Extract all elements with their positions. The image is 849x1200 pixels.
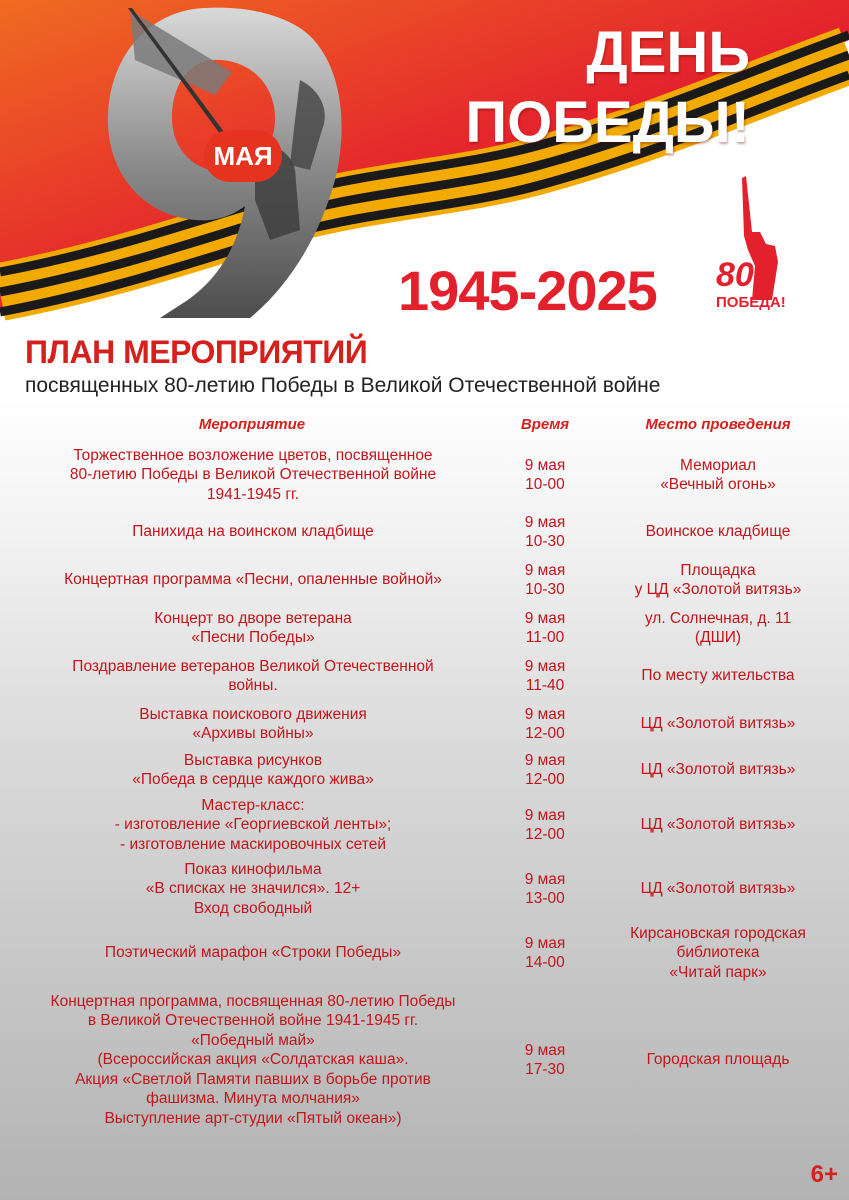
table-row <box>0 444 849 506</box>
table-row <box>0 748 849 792</box>
place-cell: Городская площадь <box>646 1051 790 1069</box>
time-cell: 9 мая 11-00 <box>524 609 566 646</box>
anniversary-years: 1945-2025 <box>398 259 657 322</box>
event-cell: Выставка поискового движения «Архивы войны» <box>139 705 367 742</box>
table-row <box>0 606 849 650</box>
event-cell: Мастер-класс: - изготовление «Георгиевской ленты»; - изготовление маскировочных сетей <box>114 796 392 853</box>
logo-80-number: 80 <box>716 256 754 294</box>
event-cell: Показ кинофильма «В списках не значился». 12+ Вход свободный <box>145 860 361 917</box>
age-rating: 6+ <box>810 1161 838 1188</box>
place-cell: Воинское кладбище <box>645 523 791 541</box>
table-row <box>0 858 849 920</box>
event-cell: Поздравление ветеранов Великой Отечественной войны. <box>72 657 434 694</box>
header-place: Место проведения <box>645 416 791 433</box>
table-row <box>0 510 849 554</box>
place-cell: ЦД «Золотой витязь» <box>640 715 796 733</box>
event-cell: Концертная программа «Песни, опаленные войной» <box>64 571 442 589</box>
place-cell: Кирсановская городская библиотека «Читай парк» <box>630 924 806 981</box>
event-cell: Панихида на воинском кладбище <box>132 523 374 541</box>
time-cell: 9 мая 13-00 <box>524 870 566 907</box>
place-cell: ЦД «Золотой витязь» <box>640 880 796 898</box>
header-time: Время <box>520 416 570 433</box>
place-cell: Площадка у ЦД «Золотой витязь» <box>634 561 802 598</box>
place-cell: ЦД «Золотой витязь» <box>640 816 796 834</box>
time-cell: 9 мая 12-00 <box>524 751 566 788</box>
table-row <box>0 558 849 602</box>
time-cell: 9 мая 10-30 <box>524 561 566 598</box>
time-cell: 9 мая 11-40 <box>524 657 566 694</box>
event-cell: Поэтический марафон «Строки Победы» <box>104 944 402 962</box>
table-row <box>0 654 849 698</box>
time-cell: 9 мая 12-00 <box>524 806 566 843</box>
time-cell: 9 мая 12-00 <box>524 705 566 742</box>
place-cell: Мемориал «Вечный огонь» <box>660 456 776 493</box>
event-cell: Выставка рисунков «Победа в сердце каждого жива» <box>132 751 374 788</box>
time-cell: 9 мая 17-30 <box>524 1041 566 1078</box>
time-cell: 9 мая 10-00 <box>524 456 566 493</box>
event-cell: Торжественное возложение цветов, посвященное 80-летию Победы в Великой Отечественной войне 1941-1945 гг. <box>69 446 437 503</box>
logo-victory-word: ПОБЕДА! <box>716 294 786 311</box>
plan-subtitle: посвященных 80-летию Победы в Великой Отечественной войне <box>25 374 661 397</box>
event-cell: Концертная программа, посвященная 80-летию Победы в Великой Отечественной войне 1941-1945 гг. «Победный май» (Всероссийская акция «Солдатская каша». Акция «Светлой Памяти павших в борьбе против фашизма. Минута молчания» Выступление арт-студии «Пятый океан») <box>50 992 456 1127</box>
header-event: Мероприятие <box>198 416 306 433</box>
table-row <box>0 702 849 746</box>
headline-victory-day: ДЕНЬ ПОБЕДЫ! <box>465 20 750 155</box>
plan-title: ПЛАН МЕРОПРИЯТИЙ <box>25 334 368 370</box>
table-row <box>0 922 849 984</box>
place-cell: ул. Солнечная, д. 11 (ДШИ) <box>644 609 792 646</box>
time-cell: 9 мая 10-30 <box>524 513 566 550</box>
place-cell: ЦД «Золотой витязь» <box>640 761 796 779</box>
table-row <box>0 794 849 856</box>
table-row <box>0 990 849 1130</box>
time-cell: 9 мая 14-00 <box>524 934 566 971</box>
place-cell: По месту жительства <box>641 667 795 685</box>
may-badge: МАЯ <box>204 130 282 182</box>
event-cell: Концерт во дворе ветерана «Песни Победы» <box>154 609 352 646</box>
